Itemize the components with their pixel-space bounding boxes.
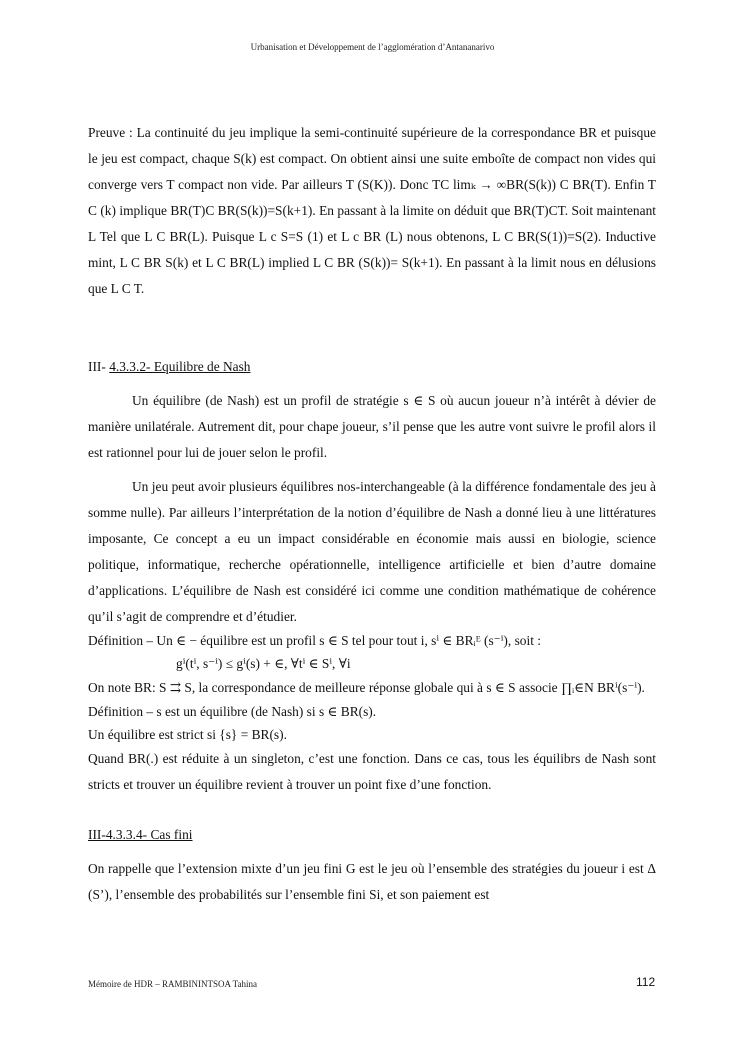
- proof-paragraph: Preuve : La continuité du jeu implique la semi-continuité supérieure de la correspondance BR et puisque le jeu est compact, chaque S(k) est compact. On obtient ainsi une suite emboîte de compact non vides qui converge vers T compact non vide. Par ailleurs T (S(K)). Donc TC limₖ → ∞BR(S(k)) C BR(T). Enfin T C (k) implique BR(T)C BR(S(k))=S(k+1). En passant à la limite on déduit que BR(T)CT. Soit maintenant L Tel que L C BR(L). Puisque L c S=S (1) et L c BR (L) nous obtenons, L C BR(S(1))=S(2). Inductive mint, L C BR S(k) et L C BR(L) implied L C BR (S(k))= S(k+1). En passant à la limit nous en délusions que L C T.: [88, 125, 656, 296]
- note-br: On note BR: S ⇉ S, la correspondance de meilleure réponse globale qui à s ∈ S associe ∏ᵢ∈N BRⁱ(s⁻ⁱ).: [88, 680, 645, 695]
- nash-paragraph-1: Un équilibre (de Nash) est un profil de stratégie s ∈ S où aucun joueur n’à intérêt à dévier de manière unilatérale. Autrement dit, pour chape joueur, s’il pense que les autre vont suivre le profil alors il est rationnel pour lui de jouer selon le profil.: [88, 393, 656, 460]
- singleton-paragraph: Quand BR(.) est réduite à un singleton, c’est une fonction. Dans ce cas, tous les équilibrs de Nash sont stricts et trouver un équilibre revient à trouver un point fixe d’une fonction.: [88, 751, 656, 792]
- section-title-nash: [88, 354, 656, 380]
- page-number: 112: [636, 975, 656, 989]
- formula: gⁱ(tⁱ, s⁻ⁱ) ≤ gⁱ(s) + ∈, ∀tⁱ ∈ Sⁱ, ∀i: [176, 655, 351, 671]
- section-prefix: III-: [88, 359, 110, 374]
- strict-equilibrium: Un équilibre est strict si {s} = BR(s).: [88, 726, 287, 742]
- definition-nash: Définition – s est un équilibre (de Nash) si s ∈ BR(s).: [88, 704, 377, 719]
- cas-fini-paragraph: On rappelle que l’extension mixte d’un jeu fini G est le jeu où l’ensemble des stratégies du joueur i est Δ (S’), l’ensemble des probabilités sur l’ensemble fini Si, et son paiement est: [88, 861, 656, 902]
- page-body: [88, 120, 656, 908]
- nash-paragraph-2: Un jeu peut avoir plusieurs équilibres nos-interchangeable (à la différence fondamentale des jeu à somme nulle). Par ailleurs l’interprétation de la notion d’équilibre de Nash a donné lieu à une littératures imposante, Ce concept a eu un impact considérable en économie mais aussi en biologie, science politique, informatique, recherche opérationnelle, intelligence artificielle et bien d’autre domaine d’applications. L’équilibre de Nash est considéré ici comme une condition mathématique de cohérence qu’il s’agit de comprendre et d’étudier.: [88, 479, 656, 624]
- page-header: Urbanisation et Développement de l’agglomération d’Antananarivo: [250, 42, 495, 52]
- section-title-cas-fini: III-4.3.3.4- Cas fini: [88, 827, 193, 842]
- footer-author: Mémoire de HDR – RAMBININTSOA Tahina: [88, 979, 257, 989]
- section-heading: 4.3.3.2- Equilibre de Nash: [109, 359, 251, 374]
- definition-epsilon: Définition – Un ∈ − équilibre est un profil s ∈ S tel pour tout i, sⁱ ∈ BRᵢᴱ (s⁻ⁱ), soit :: [88, 633, 542, 648]
